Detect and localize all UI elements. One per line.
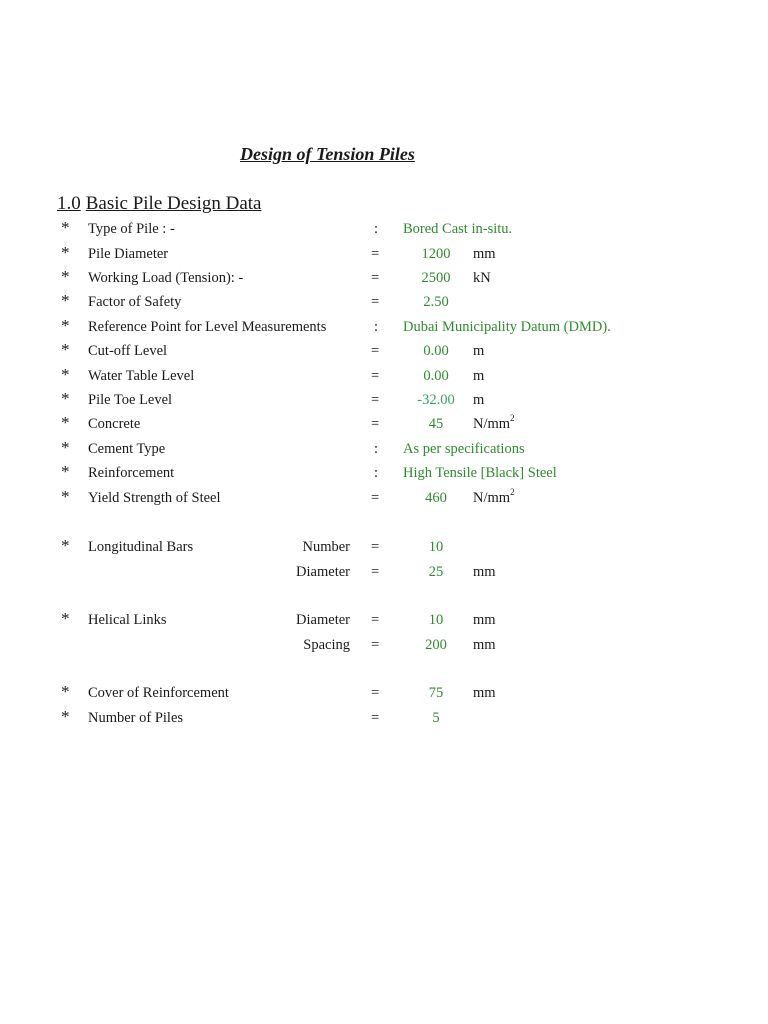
bullet: * <box>61 365 70 384</box>
text-value: Dubai Municipality Datum (DMD). <box>403 319 611 335</box>
unit-superscript: 2 <box>510 413 515 424</box>
unit-base: N/mm <box>473 490 511 506</box>
unit: m <box>473 392 485 408</box>
bullet: * <box>61 707 70 726</box>
unit: mm <box>473 685 496 701</box>
param-value: 75 <box>428 685 444 701</box>
param-label: Longitudinal Bars <box>88 539 194 555</box>
row-working-load <box>0 268 768 292</box>
bullet: * <box>61 267 70 286</box>
bullet: * <box>61 462 70 481</box>
row-cut-off-level <box>0 341 768 365</box>
row-reinforcement <box>0 463 768 487</box>
param-label: Pile Diameter <box>88 246 169 262</box>
separator: = <box>371 685 380 701</box>
separator: = <box>371 612 380 628</box>
section-title: Basic Pile Design Data <box>85 193 262 214</box>
row-pile-toe-level <box>0 390 768 414</box>
param-value: 2.50 <box>423 294 449 310</box>
param-value: 25 <box>428 564 444 580</box>
bullet: * <box>61 609 70 628</box>
param-sublabel: Diameter <box>296 612 350 628</box>
separator: : <box>374 441 379 457</box>
row-cover-of-reinforcement <box>0 683 768 707</box>
text-value: As per specifications <box>403 441 525 457</box>
unit-base: N/mm <box>473 416 511 432</box>
param-label: Cover of Reinforcement <box>88 685 229 701</box>
param-value: 5 <box>432 710 440 726</box>
separator: = <box>371 246 380 262</box>
unit-superscript: 2 <box>510 487 515 498</box>
param-value: -32.00 <box>417 392 455 408</box>
param-label: Reference Point for Level Measurements <box>88 319 327 335</box>
bullet: * <box>61 340 70 359</box>
param-label: Concrete <box>88 416 141 432</box>
param-value: 45 <box>428 416 444 432</box>
separator: = <box>371 416 380 432</box>
separator: = <box>371 294 380 310</box>
bullet: * <box>61 682 70 701</box>
row-pile-diameter <box>0 244 768 268</box>
separator: = <box>371 637 380 653</box>
param-label: Water Table Level <box>88 368 195 384</box>
row-helical-links-spacing <box>0 635 768 659</box>
separator: = <box>371 368 380 384</box>
row-longitudinal-bars-diameter <box>0 562 768 586</box>
param-value: 0.00 <box>423 368 449 384</box>
param-value: 0.00 <box>423 343 449 359</box>
param-label: Factor of Safety <box>88 294 182 310</box>
row-type-of-pile <box>0 219 768 243</box>
param-label: Helical Links <box>88 612 167 628</box>
bullet: * <box>61 243 70 262</box>
bullet: * <box>61 413 70 432</box>
document-title: Design of Tension Piles <box>240 144 415 164</box>
unit: mm <box>473 612 496 628</box>
param-label: Reinforcement <box>88 465 175 481</box>
row-concrete <box>0 414 768 438</box>
param-value: 10 <box>428 612 444 628</box>
separator: = <box>371 392 380 408</box>
param-label: Yield Strength of Steel <box>88 490 221 506</box>
row-reference-point <box>0 317 768 341</box>
param-value: 2500 <box>421 270 451 286</box>
unit: kN <box>473 270 491 286</box>
row-helical-links-diameter <box>0 610 768 634</box>
separator: = <box>371 490 380 506</box>
param-sublabel: Diameter <box>296 564 350 580</box>
param-value: 460 <box>425 490 447 506</box>
unit <box>473 414 515 434</box>
bullet: * <box>61 218 70 237</box>
bullet: * <box>61 291 70 310</box>
row-number-of-piles <box>0 708 768 732</box>
bullet: * <box>61 536 70 555</box>
separator: : <box>374 465 379 481</box>
param-label: Number of Piles <box>88 710 184 726</box>
param-sublabel: Number <box>302 539 350 555</box>
param-label: Cement Type <box>88 441 166 457</box>
param-label: Cut-off Level <box>88 343 168 359</box>
text-value: High Tensile [Black] Steel <box>403 465 557 481</box>
unit: m <box>473 343 485 359</box>
param-label: Working Load (Tension): - <box>88 270 244 286</box>
param-sublabel: Spacing <box>303 637 350 653</box>
row-yield-strength <box>0 488 768 512</box>
separator: : <box>374 221 379 237</box>
section-heading <box>57 193 261 215</box>
unit: mm <box>473 564 496 580</box>
separator: = <box>371 270 380 286</box>
unit: mm <box>473 246 496 262</box>
section-number: 1.0 <box>57 193 81 214</box>
param-value: 10 <box>428 539 444 555</box>
unit: mm <box>473 637 496 653</box>
row-cement-type <box>0 439 768 463</box>
separator: = <box>371 539 380 555</box>
bullet: * <box>61 438 70 457</box>
bullet: * <box>61 316 70 335</box>
separator: = <box>371 564 380 580</box>
row-longitudinal-bars-number <box>0 537 768 561</box>
text-value: Bored Cast in-situ. <box>403 221 513 237</box>
bullet: * <box>61 487 70 506</box>
separator: = <box>371 710 380 726</box>
unit: m <box>473 368 485 384</box>
unit <box>473 488 515 508</box>
param-label: Type of Pile : - <box>88 221 175 237</box>
bullet: * <box>61 389 70 408</box>
separator: : <box>374 319 379 335</box>
separator: = <box>371 343 380 359</box>
param-value: 1200 <box>421 246 451 262</box>
row-factor-of-safety <box>0 292 768 316</box>
row-water-table-level <box>0 366 768 390</box>
param-label: Pile Toe Level <box>88 392 173 408</box>
param-value: 200 <box>425 637 447 653</box>
